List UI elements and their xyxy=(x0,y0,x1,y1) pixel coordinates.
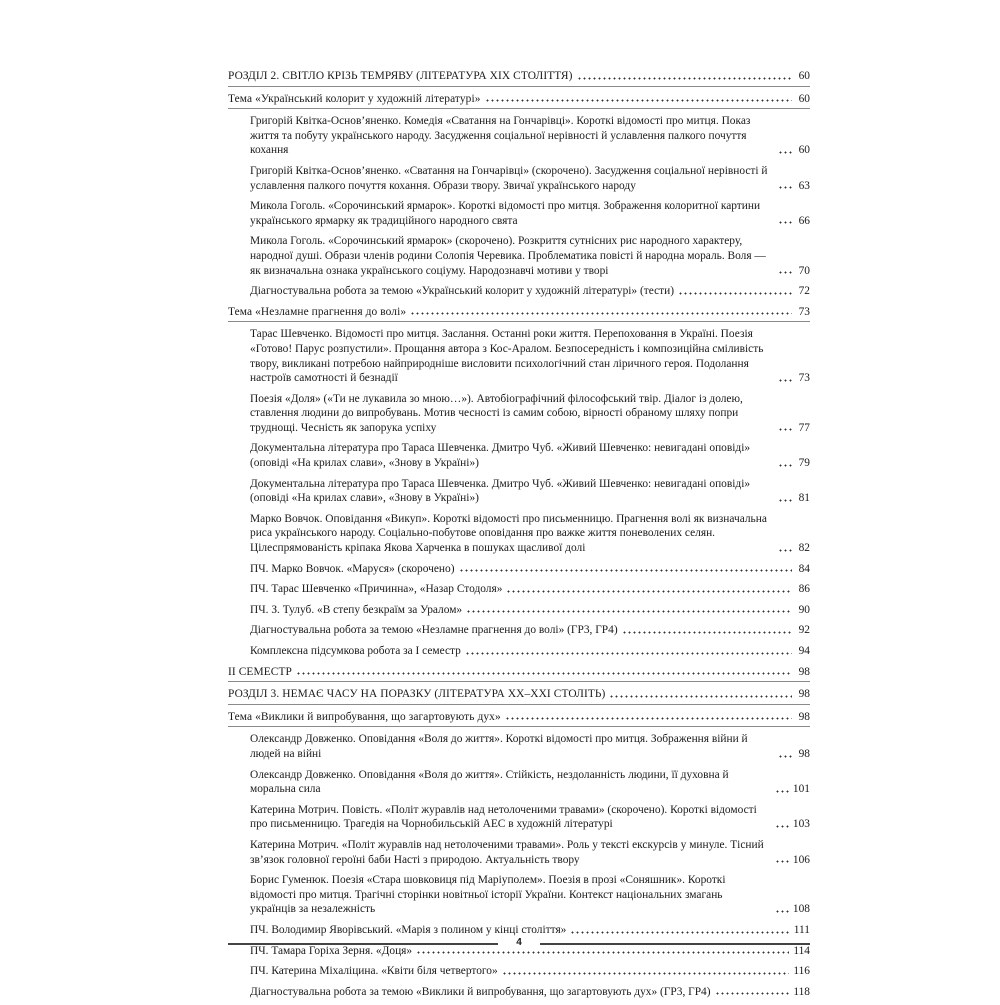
toc-entry-page: 86 xyxy=(798,583,810,596)
toc-entry-page: 108 xyxy=(792,903,810,916)
toc-entry xyxy=(228,582,810,597)
dot-leader xyxy=(465,652,792,655)
toc-entry-page: 73 xyxy=(798,305,810,318)
toc-entry xyxy=(228,838,810,867)
toc-entry-title: Тарас Шевченко. Відомості про митця. Заслання. Останні роки життя. Перепоховання в Україні. Поезія «Готово! Парус розпустили». Прощання автора з Кос-Аралом. Безпосередність і композиційна сміливість твору, викликані потребою найприродніше висловити психологічний стан ліричного героя. Подолання настроїв самотності й безнадії xyxy=(250,328,764,385)
dot-leader xyxy=(410,312,792,315)
toc-entry xyxy=(228,234,810,278)
toc-entry-page: 111 xyxy=(793,923,810,936)
dot-leader xyxy=(715,992,790,995)
dot-leader xyxy=(459,569,792,572)
toc-entry-title: ПЧ. Тарас Шевченко «Причинна», «Назар Стодоля» xyxy=(250,583,503,596)
toc-entry-page: 82 xyxy=(798,542,810,555)
toc-entry-page: 84 xyxy=(798,562,810,575)
toc-entry-page: 114 xyxy=(793,944,810,957)
toc-entry xyxy=(228,562,810,577)
toc-entry-title: Борис Гуменюк. Поезія «Стара шовковиця під Маріуполем». Поезія в прозі «Соняшник». Короткі відомості про митця. Трагічні сторінки новітньої історії України. Контекст національних змагань українців за незалежність xyxy=(250,874,726,916)
dot-leader xyxy=(778,186,792,189)
footer-rule-right xyxy=(540,943,810,945)
toc-heading xyxy=(228,687,810,705)
dot-leader xyxy=(577,77,792,80)
table-of-contents xyxy=(228,69,810,1005)
toc-entry-page: 60 xyxy=(798,70,810,82)
toc-entry-page: 79 xyxy=(798,457,810,470)
toc-entry-page: 106 xyxy=(792,853,810,866)
toc-entry-title: ПЧ. Катерина Міхаліцина. «Квіти біля четвертого» xyxy=(250,965,498,978)
dot-leader xyxy=(609,695,792,698)
toc-entry-title: РОЗДІЛ 3. НЕМАЄ ЧАСУ НА ПОРАЗКУ (ЛІТЕРАТУРА XX–XXI СТОЛІТЬ) xyxy=(228,688,606,701)
toc-entry-title: Олександр Довженко. Оповідання «Воля до життя». Короткі відомості про митця. Зображення війни й людей на війні xyxy=(250,733,748,760)
toc-entry xyxy=(228,803,810,832)
toc-entry-page: 81 xyxy=(798,492,810,505)
dot-leader xyxy=(485,99,792,102)
toc-entry-page: 60 xyxy=(798,92,810,105)
toc-entry-title: Документальна література про Тараса Шевченка. Дмитро Чуб. «Живий Шевченко: невигадані оповіді» (оповіді «На крилах слави», «Знову в Україні») xyxy=(250,477,751,505)
toc-entry-title: Поезія «Доля» («Ти не лукавила зо мною…»). Автобіографічний філософський твір. Діалог із долею, ставлення людини до випробувань. Мотив чесності із самим собою, вірності обраному шляху попри труднощі. Чесність як запорука успіху xyxy=(250,392,743,434)
toc-entry-title: Микола Гоголь. «Сорочинський ярмарок» (скорочено). Розкриття сутнісних рис народного характеру, народної душі. Образи членів родини Солопія Черевика. Проблематика повісті й народна мораль. Воля — як визначальна ознака українського соціуму. Народознавчі мотиви у творі xyxy=(250,235,766,277)
dot-leader xyxy=(775,860,789,863)
toc-entry-page: 72 xyxy=(798,285,810,298)
toc-entry xyxy=(228,114,810,158)
dot-leader xyxy=(775,910,789,913)
dot-leader xyxy=(678,292,792,295)
toc-entry-title: Григорій Квітка-Основ’яненко. Комедія «Сватання на Гончарівці». Короткі відомості про митця. Показ життя та побуту українського народу. Засудження соціальної нерівності й уславлення палкого почуття кохання xyxy=(250,115,751,157)
toc-entry-page: 116 xyxy=(793,965,810,978)
dot-leader xyxy=(778,428,792,431)
toc-entry-title: ПЧ. Тамара Горіха Зерня. «Доця» xyxy=(250,944,413,957)
toc-entry-page: 77 xyxy=(798,421,810,434)
toc-entry xyxy=(228,477,810,506)
toc-entry-page: 98 xyxy=(798,710,810,723)
toc-entry-title: Микола Гоголь. «Сорочинський ярмарок». Короткі відомості про митця. Зображення колоритної картини українського ярмарку як традиційного народного свята xyxy=(250,200,761,227)
toc-entry-title: Діагностувальна робота за темою «Незламне прагнення до волі» (ГР3, ГР4) xyxy=(250,624,618,637)
toc-entry-page: 101 xyxy=(792,783,810,796)
toc-entry xyxy=(228,392,810,436)
toc-entry xyxy=(228,623,810,638)
toc-entry-page: 118 xyxy=(793,985,810,998)
dot-leader xyxy=(570,931,789,934)
toc-entry-title: Тема «Український колорит у художній літературі» xyxy=(228,92,481,105)
toc-heading xyxy=(228,665,810,683)
page-number: 4 xyxy=(516,937,522,948)
footer-rule-left xyxy=(228,943,498,945)
toc-entry-title: Марко Вовчок. Оповідання «Викуп». Короткі відомості про письменницю. Прагнення волі як визначальна риса українського народу. Соціально-побутове оповідання про важке життя поневолених селян. Цілеспрямованість кріпака Якова Харченка в пошуках щасливої долі xyxy=(250,512,767,555)
toc-entry-title: Катерина Мотрич. «Політ журавлів над нетолоченими травами». Роль у тексті екскурсів у минуле. Тісний зв’язок головної героїні баби Насті з природою. Актуальність твору xyxy=(250,838,764,866)
toc-heading xyxy=(228,92,810,110)
dot-leader xyxy=(778,379,792,382)
toc-entry-title: Діагностувальна робота за темою «Український колорит у художній літературі» (тести) xyxy=(250,285,675,298)
dot-leader xyxy=(775,825,789,828)
toc-entry xyxy=(228,441,810,470)
toc-entry xyxy=(228,644,810,659)
dot-leader xyxy=(505,717,792,720)
toc-entry-title: Тема «Виклики й випробування, що загартовують дух» xyxy=(228,710,501,723)
toc-entry xyxy=(228,512,810,556)
toc-entry-title: ПЧ. Марко Вовчок. «Маруся» (скорочено) xyxy=(250,562,455,575)
toc-entry-page: 66 xyxy=(798,214,810,227)
dot-leader xyxy=(778,221,792,224)
toc-entry xyxy=(228,603,810,618)
toc-entry-page: 94 xyxy=(798,645,810,657)
toc-entry xyxy=(228,164,810,193)
toc-entry-title: ПЧ. З. Тулуб. «В степу безкраїм за Уралом» xyxy=(250,603,463,616)
toc-entry-title: Комплексна підсумкова робота за І семестр xyxy=(250,645,461,657)
page-footer xyxy=(228,937,810,951)
dot-leader xyxy=(778,755,792,758)
toc-entry-title: Документальна література про Тараса Шевченка. Дмитро Чуб. «Живий Шевченко: невигадані оповіді» (оповіді «На крилах слави», «Знову в Україні») xyxy=(250,442,751,470)
dot-leader xyxy=(296,672,792,675)
toc-entry-page: 60 xyxy=(798,144,810,157)
dot-leader xyxy=(506,590,792,593)
dot-leader xyxy=(778,464,792,467)
toc-entry xyxy=(228,873,810,917)
toc-heading xyxy=(228,305,810,323)
toc-entry xyxy=(228,985,810,1000)
toc-entry-title: Тема «Незламне прагнення до волі» xyxy=(228,305,407,318)
dot-leader xyxy=(622,631,792,634)
toc-entry xyxy=(228,199,810,228)
toc-entry xyxy=(228,964,810,979)
dot-leader xyxy=(778,499,792,502)
toc-entry-title: Катерина Мотрич. Повість. «Політ журавлів над нетолоченими травами» (скорочено). Короткі відомості про письменницю. Трагедія на Чорнобильській АЕС в художній літературі xyxy=(250,803,757,831)
dot-leader xyxy=(775,790,789,793)
toc-entry-page: 63 xyxy=(798,179,810,192)
toc-entry xyxy=(228,768,810,797)
toc-entry-title: РОЗДІЛ 2. СВІТЛО КРІЗЬ ТЕМРЯВУ (ЛІТЕРАТУРА XIX СТОЛІТТЯ) xyxy=(228,70,573,82)
dot-leader xyxy=(778,549,792,552)
toc-entry-page: 103 xyxy=(792,818,810,831)
toc-entry-title: Олександр Довженко. Оповідання «Воля до життя». Стійкість, нездоланність людини, її духовна й моральна сила xyxy=(250,768,729,796)
dot-leader xyxy=(778,151,792,154)
toc-heading xyxy=(228,710,810,728)
toc-entry-title: ПЧ. Володимир Яворівський. «Марія з полином у кінці століття» xyxy=(250,923,567,936)
toc-entry-page: 98 xyxy=(798,747,810,760)
toc-entry-title: Григорій Квітка-Основ’яненко. «Сватання на Гончарівці» (скорочено). Засудження соціальної нерівності й уславлення палкого почуття кохання. Образи твору. Звичаї українського народу xyxy=(250,164,768,192)
dot-leader xyxy=(416,951,789,954)
dot-leader xyxy=(502,972,790,975)
toc-entry-page: 90 xyxy=(798,603,810,616)
toc-entry-title: ІІ СЕМЕСТР xyxy=(228,665,292,678)
toc-heading xyxy=(228,69,810,87)
toc-entry xyxy=(228,284,810,299)
toc-entry xyxy=(228,923,810,938)
toc-entry-page: 73 xyxy=(798,372,810,385)
toc-entry-page: 70 xyxy=(798,264,810,277)
toc-entry-page: 92 xyxy=(798,624,810,637)
toc-entry-page: 98 xyxy=(798,665,810,678)
toc-entry xyxy=(228,732,810,761)
toc-entry-page: 98 xyxy=(798,688,810,701)
toc-entry xyxy=(228,327,810,385)
toc-entry-title: Діагностувальна робота за темою «Виклики й випробування, що загартовують дух» (ГР3, ГР4) xyxy=(250,985,711,998)
dot-leader xyxy=(466,610,792,613)
dot-leader xyxy=(778,271,792,274)
